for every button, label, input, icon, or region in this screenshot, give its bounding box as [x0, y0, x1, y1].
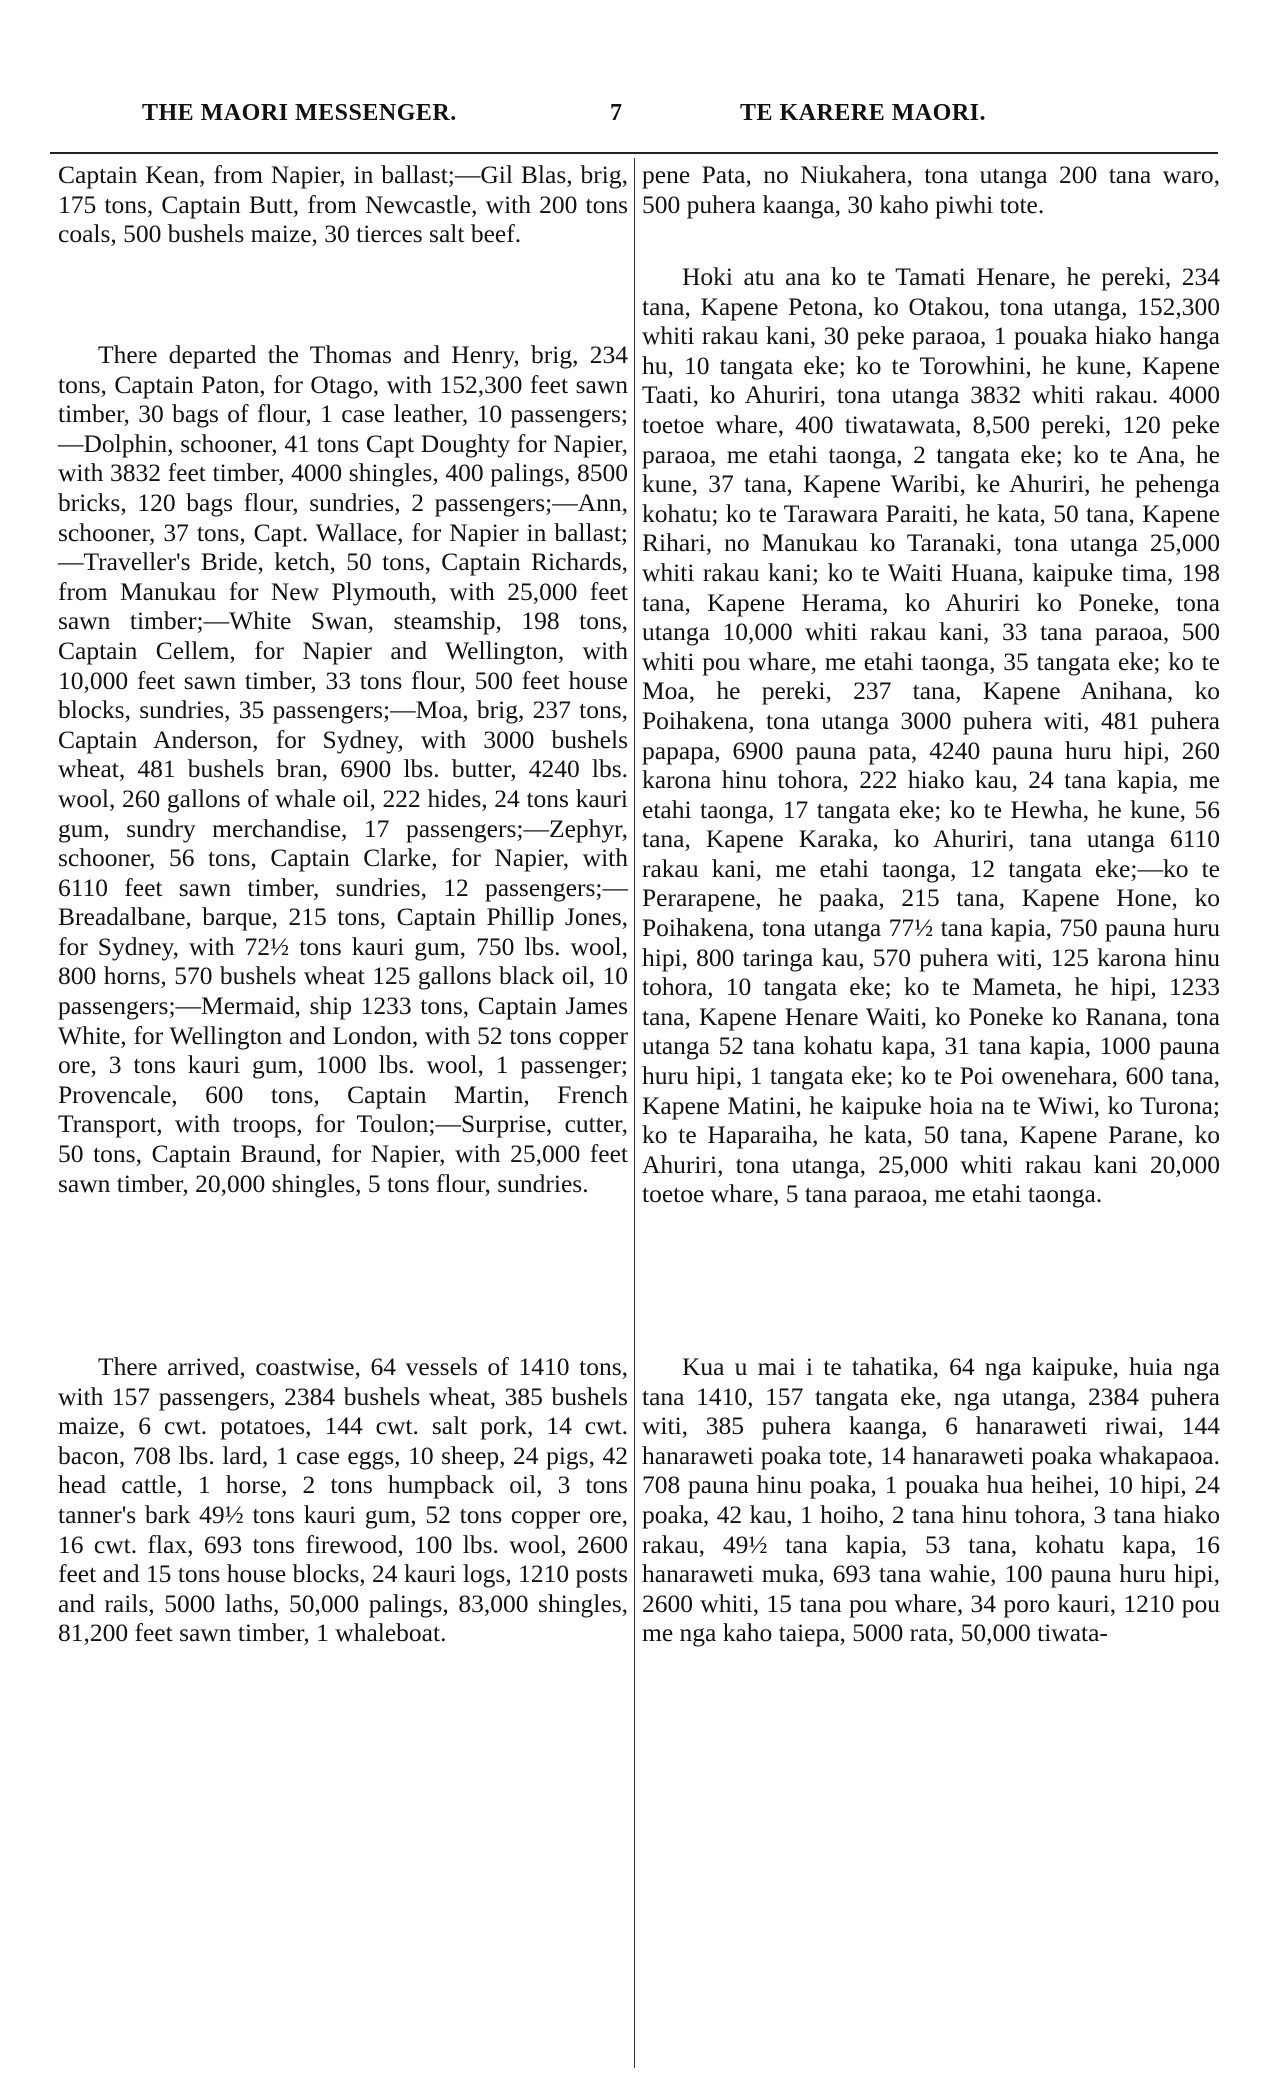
english-paragraph-departures: There departed the Thomas and Henry, brig, 234 tons, Captain Paton, for Otago, with 152,300 feet sawn timber, 30 bags of flour, 1 case leather, 10 passengers;—Dolphin, schooner, 41 tons Capt Doughty for Napier, with 3832 feet timber, 4000 shingles, 400 palings, 8500 bricks, 120 bags flour, sundries, 2 passengers;—Ann, schooner, 37 tons, Capt. Wallace, for Napier in ballast;—Traveller's Bride, ketch, 50 tons, Captain Richards, from Manukau for New Plymouth, with 25,000 feet sawn timber;—White Swan, steamship, 198 tons, Captain Cellem, for Napier and Wellington, with 10,000 feet sawn timber, 33 tons flour, 500 feet house blocks, sundries, 35 passengers;—Moa, brig, 237 tons, Captain Anderson, for Sydney, with 3000 bushels wheat, 481 bushels bran, 6900 lbs. butter, 4240 lbs. wool, 260 gallons of whale oil, 222 hides, 24 tons kauri gum, sundry merchandise, 17 passengers;—Zephyr, schooner, 56 tons, Captain Clarke, for Napier, with 6110 feet sawn timber, sundries, 12 passengers;—Breadalbane, barque, 215 tons, Captain Phillip Jones, for Sydney, with 72½ tons kauri gum, 750 lbs. wool, 800 horns, 570 bushels wheat 125 gallons black oil, 10 passengers;—Mermaid, ship 1233 tons, Captain James White, for Wellington and London, with 52 tons copper ore, 3 tons kauri gum, 1000 lbs. wool, 1 passenger; Provencale, 600 tons, Captain Martin, French Transport, with troops, for Toulon;—Surprise, cutter, 50 tons, Captain Braund, for Napier, with 25,000 feet sawn timber, 20,000 shingles, 5 tons flour, sundries.: [58, 340, 628, 1198]
page-header: [0, 100, 1280, 140]
column-divider: [634, 158, 635, 2068]
english-paragraph-coastwise: There arrived, coastwise, 64 vessels of 1410 tons, with 157 passengers, 2384 bushels wheat, 385 bushels maize, 6 cwt. potatoes, 144 cwt. salt pork, 14 cwt. bacon, 708 lbs. lard, 1 case eggs, 10 sheep, 24 pigs, 42 head cattle, 1 horse, 2 tons humpback oil, 3 tons tanner's bark 49½ tons kauri gum, 52 tons copper ore, 16 cwt. flax, 693 tons firewood, 100 lbs. wool, 2600 feet and 15 tons house blocks, 24 kauri logs, 1210 posts and rails, 5000 laths, 50,000 palings, 83,000 shingles, 81,200 feet sawn timber, 1 whaleboat.: [58, 1352, 628, 1648]
maori-title: TE KARERE MAORI.: [740, 100, 987, 126]
maori-paragraph-departures: Hoki atu ana ko te Tamati Henare, he pereki, 234 tana, Kapene Petona, ko Otakou, tona utanga, 152,300 whiti rakau kani, 30 peke paraoa, 1 pouaka hiako hanga hu, 10 tangata eke; ko te Torowhini, he kune, Kapene Taati, ko Ahuriri, tona utanga 3832 whiti rakau. 4000 toetoe whare, 400 tiwatawata, 8,500 pereki, 120 peke paraoa, me etahi taonga, 2 tangata eke; ko te Ana, he kune, 37 tana, Kapene Waribi, ke Ahuriri, he pehenga kohatu; ko te Tarawara Paraiti, he kata, 50 tana, Kapene Rihari, no Manukau ko Taranaki, tona utanga 25,000 whiti rakau kani; ko te Waiti Huana, kaipuke tima, 198 tana, Kapene Herama, ko Ahuriri ko Poneke, tona utanga 10,000 whiti rakau kani, 33 tana paraoa, 500 whiti pou whare, me etahi taonga, 35 tangata eke; ko te Moa, he pereki, 237 tana, Kapene Anihana, ko Poihakena, tona utanga 3000 puhera witi, 481 puhera papapa, 6900 pauna pata, 4240 pauna huru hipi, 260 karona hinu tohora, 222 hiako kau, 24 tana kapia, me etahi taonga, 17 tangata eke; ko te Hewha, he kune, 56 tana, Kapene Karaka, ko Ahuriri, tana utanga 6110 rakau kani, me etahi taonga, 12 tangata eke;—ko te Perarapene, he paaka, 215 tana, Kapene Hone, ko Poihakena, tona utanga 77½ tana kapia, 750 pauna huru hipi, 800 taringa kau, 570 puhera witi, 125 karona hinu tohora, 10 tangata eke; ko te Mameta, he hipi, 1233 tana, Kapene Henare Waiti, ko Poneke ko Ranana, tona utanga 52 tana kohatu kapa, 31 tana kapia, 1000 pauna huru hipi, 1 tangata eke; ko te Poi owenehara, 600 tana, Kapene Matini, he kaipuke hoia na te Wiwi, ko Turona; ko te Haparaiha, he kata, 50 tana, Kapene Parane, ko Ahuriri, tona utanga, 25,000 whiti rakau kani 20,000 toetoe whare, 5 tana paraoa, me etahi taonga.: [642, 262, 1220, 1209]
header-rule: [50, 152, 1218, 154]
maori-paragraph-coastwise: Kua u mai i te tahatika, 64 nga kaipuke, huia nga tana 1410, 157 tangata eke, nga utanga, 2384 puhera witi, 385 puhera kaanga, 6 hanaraweti riwai, 144 hanaraweti poaka tote, 14 hanaraweti poaka whakapaoa. 708 pauna hinu poaka, 1 pouaka hua heihei, 10 hipi, 24 poaka, 42 kau, 1 hoiho, 2 tana hinu tohora, 3 tana hiako rakau, 49½ tana kapia, 53 tana, kohatu kapa, 16 hanaraweti muka, 693 tana wahie, 100 pauna huru hipi, 2600 whiti, 15 tana pou whare, 34 poro kauri, 1210 pou me nga kaho taiepa, 5000 rata, 50,000 tiwata-: [642, 1352, 1220, 1648]
maori-column-block-2: [642, 262, 1220, 1209]
maori-column-block-3: [642, 1352, 1220, 1648]
english-paragraph-arrivals: Captain Kean, from Napier, in ballast;—Gil Blas, brig, 175 tons, Captain Butt, from Newcastle, with 200 tons coals, 500 bushels maize, 30 tierces salt beef.: [58, 160, 628, 249]
english-column-block-2: [58, 340, 628, 1198]
english-column-block-3: [58, 1352, 628, 1648]
english-column-block-1: [58, 160, 628, 249]
maori-paragraph-arrivals: pene Pata, no Niukahera, tona utanga 200 tana waro, 500 puhera kaanga, 30 kaho piwhi tote.: [642, 160, 1220, 219]
english-title: THE MAORI MESSENGER.: [142, 100, 457, 126]
maori-column-block-1: [642, 160, 1220, 219]
page-number: 7: [610, 100, 623, 126]
